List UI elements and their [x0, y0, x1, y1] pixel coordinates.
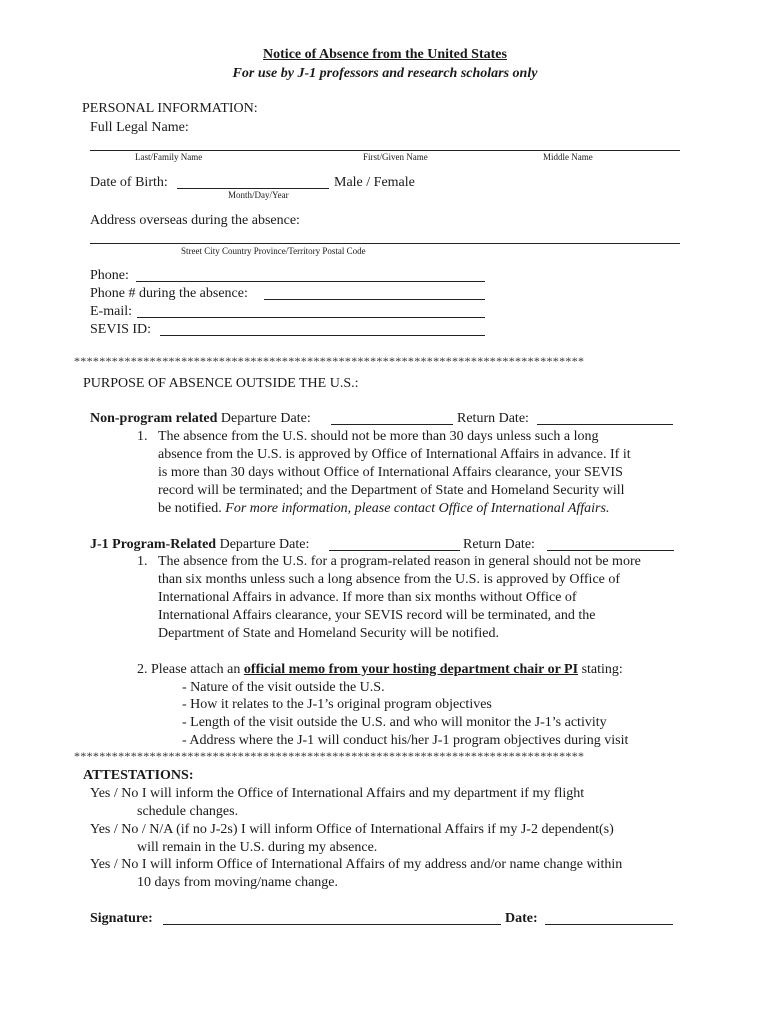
date-label: Date:	[505, 911, 538, 926]
program-item-number: 1.	[137, 554, 148, 569]
memo-suffix: stating:	[581, 662, 623, 677]
nonprogram-heading: Non-program related	[90, 411, 218, 426]
attestation-line[interactable]: Yes / No / N/A (if no J-2s) I will inform Office of International Affairs if my J-2 dependent(s)	[90, 822, 614, 837]
program-item-line: International Affairs clearance, your SEVIS record will be terminated, and the	[158, 608, 596, 623]
program-return-input[interactable]	[547, 550, 674, 551]
program-departure-input[interactable]	[329, 550, 460, 551]
address-input[interactable]	[90, 243, 680, 244]
nonprogram-return-label: Return Date:	[457, 411, 529, 426]
full-name-input[interactable]	[90, 150, 680, 151]
sevis-input[interactable]	[160, 335, 485, 336]
attestation-line-cont: 10 days from moving/name change.	[137, 875, 339, 890]
email-label: E-mail:	[90, 304, 132, 319]
nonprogram-item-line: record will be terminated; and the Department of State and Homeland Security will	[158, 483, 625, 498]
program-row	[90, 536, 309, 554]
program-item-line: International Affairs in advance. If more than six months without Office of	[158, 590, 577, 605]
date-input[interactable]	[545, 924, 673, 925]
nonprogram-item-line: is more than 30 days without Office of International Affairs clearance, your SEVIS	[158, 465, 623, 480]
signature-label: Signature:	[90, 911, 153, 926]
phone-absence-input[interactable]	[264, 299, 485, 300]
program-departure-label: Departure Date:	[219, 537, 310, 552]
program-return-label: Return Date:	[463, 537, 535, 552]
program-heading: J-1 Program-Related	[90, 537, 217, 552]
nonprogram-item-line: The absence from the U.S. should not be more than 30 days unless such a long	[158, 429, 599, 444]
phone-absence-label: Phone # during the absence:	[90, 286, 248, 301]
memo-point: - Nature of the visit outside the U.S.	[182, 680, 385, 695]
signature-input[interactable]	[163, 924, 501, 925]
sevis-label: SEVIS ID:	[90, 322, 152, 337]
attestation-line-cont: will remain in the U.S. during my absence.	[137, 840, 378, 855]
purpose-section-label: PURPOSE OF ABSENCE OUTSIDE THE U.S.:	[83, 376, 359, 391]
email-input[interactable]	[137, 317, 485, 318]
nonprogram-item-number: 1.	[137, 429, 148, 444]
nonprogram-row	[90, 410, 311, 428]
program-item-line: Department of State and Homeland Security will be notified.	[158, 626, 499, 641]
nonprogram-departure-input[interactable]	[331, 424, 453, 425]
full-name-label: Full Legal Name:	[90, 120, 189, 135]
nonprogram-item-last-line	[158, 500, 609, 518]
nonprogram-item-line: absence from the U.S. is approved by Office of International Affairs in advance. If it	[158, 447, 631, 462]
first-name-caption: First/Given Name	[363, 152, 428, 162]
attestations-section-label: ATTESTATIONS:	[83, 768, 194, 783]
personal-section-label: PERSONAL INFORMATION:	[82, 101, 258, 116]
form-title: Notice of Absence from the United States	[263, 47, 507, 62]
nonprogram-return-input[interactable]	[537, 424, 673, 425]
attestation-line-cont: schedule changes.	[137, 804, 239, 819]
program-item-line: The absence from the U.S. for a program-related reason in general should not be more	[158, 554, 641, 569]
nonprogram-item-last-plain: be notified.	[158, 501, 222, 516]
phone-input[interactable]	[136, 281, 485, 282]
memo-prefix: 2. Please attach an	[137, 662, 241, 677]
middle-name-caption: Middle Name	[543, 152, 593, 162]
address-caption: Street City Country Province/Territory Postal Code	[181, 246, 366, 256]
dob-input[interactable]	[177, 188, 329, 189]
dob-caption: Month/Day/Year	[228, 190, 289, 200]
phone-label: Phone:	[90, 268, 129, 283]
memo-point: - How it relates to the J-1’s original program objectives	[182, 697, 492, 712]
section-divider: *********************************************************************************	[74, 354, 585, 368]
program-item-line: than six months unless such a long absence from the U.S. is approved by Office of	[158, 572, 621, 587]
attestation-line[interactable]: Yes / No I will inform Office of International Affairs of my address and/or name change within	[90, 857, 623, 872]
dob-label: Date of Birth:	[90, 175, 168, 190]
memo-point: - Length of the visit outside the U.S. and who will monitor the J-1’s activity	[182, 715, 607, 730]
gender-options[interactable]: Male / Female	[334, 175, 415, 190]
nonprogram-departure-label: Departure Date:	[220, 411, 311, 426]
contact-note: For more information, please contact Office of International Affairs.	[225, 501, 610, 516]
form-subtitle: For use by J-1 professors and research scholars only	[232, 66, 538, 81]
section-divider: *********************************************************************************	[74, 749, 585, 763]
address-label: Address overseas during the absence:	[90, 213, 300, 228]
memo-point: - Address where the J-1 will conduct his/her J-1 program objectives during visit	[182, 733, 629, 748]
last-name-caption: Last/Family Name	[135, 152, 203, 162]
memo-instruction	[137, 661, 623, 679]
memo-requirement: official memo from your hosting department chair or PI	[243, 662, 579, 677]
attestation-line[interactable]: Yes / No I will inform the Office of International Affairs and my department if my flight	[90, 786, 585, 801]
